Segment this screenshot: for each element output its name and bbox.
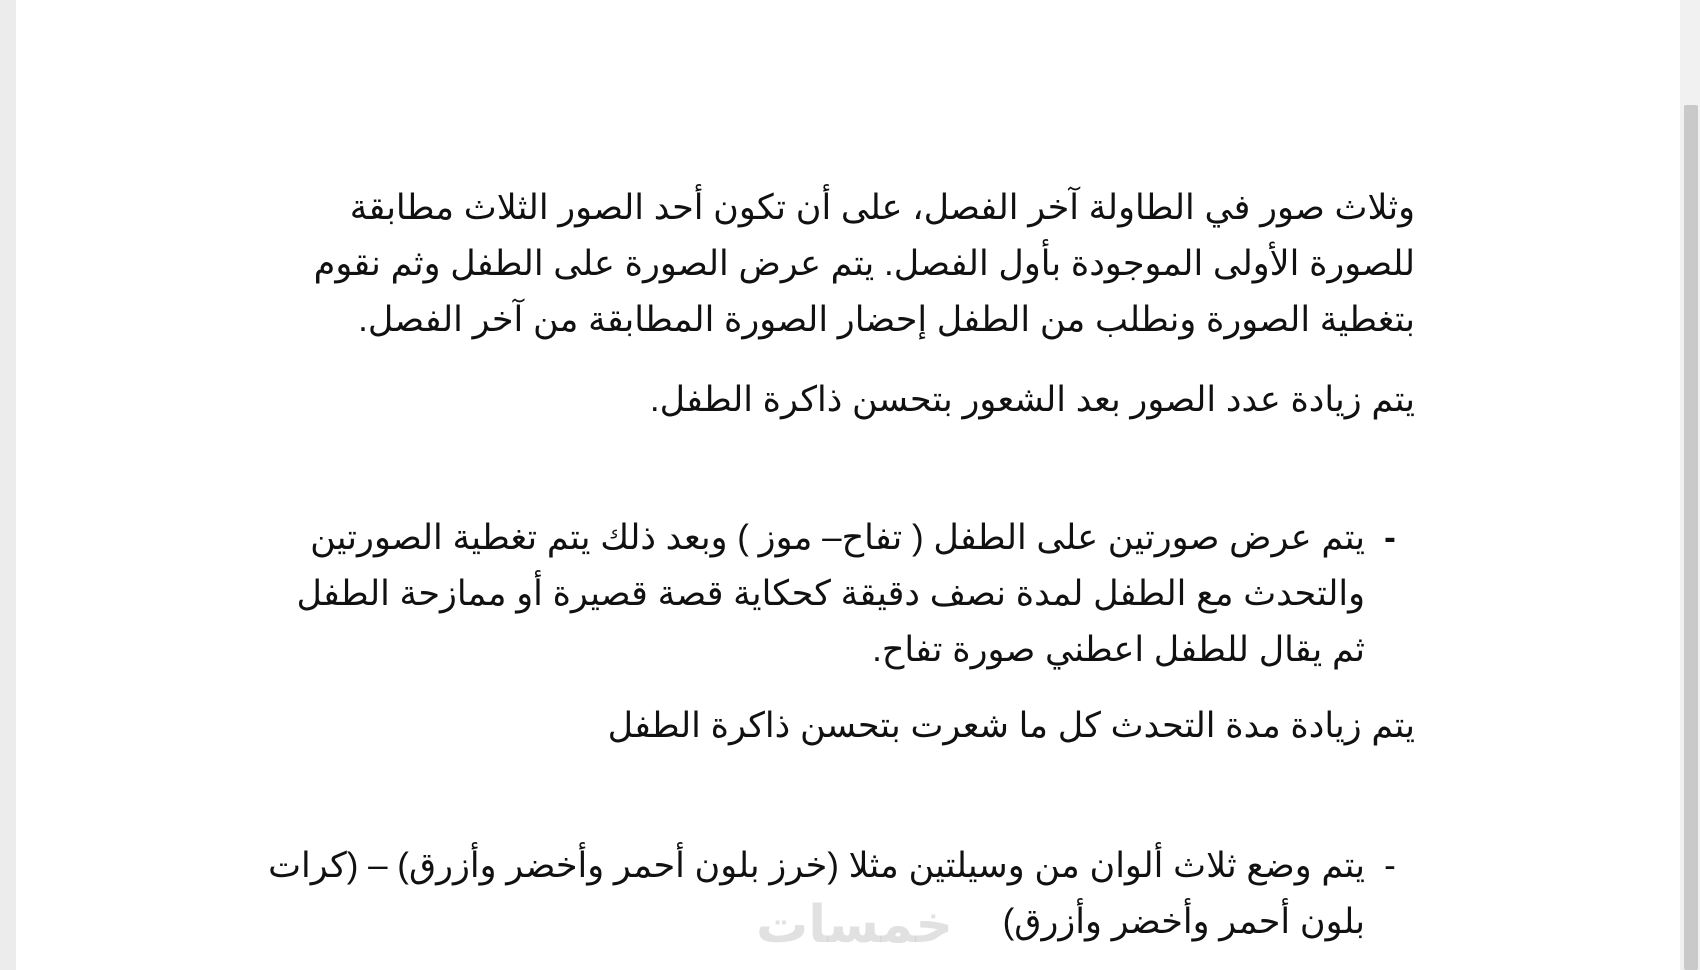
watermark-logo: خمسات: [756, 896, 954, 954]
document-page: [16, 0, 1680, 970]
bullet-dash: -: [1384, 518, 1396, 557]
vertical-scrollbar[interactable]: [1680, 0, 1700, 970]
paragraph-image-matching: وثلاث صور في الطاولة آخر الفصل، على أن تكون أحد الصور الثلاث مطابقة للصورة الأولى الموجودة بأول الفصل. يتم عرض الصورة على الطفل وثم نقوم بتغطية الصورة ونطلب من الطفل إحضار الصورة المطابقة من آخر الفصل.: [313, 188, 1415, 339]
scrollbar-thumb[interactable]: [1684, 105, 1698, 970]
document-body: [235, 180, 1415, 950]
paragraph-increase-images: يتم زيادة عدد الصور بعد الشعور بتحسن ذاكرة الطفل.: [649, 380, 1415, 419]
list-item-text: يتم وضع ثلاث ألوان من وسيلتين مثلا (خرز بلون أحمر وأخضر وأزرق) – (كرات بلون أحمر وأخضر وأزرق): [268, 846, 1365, 941]
list-item-text: يتم عرض صورتين على الطفل ( تفاح– موز ) وبعد ذلك يتم تغطية الصورتين والتحدث مع الطفل لمدة نصف دقيقة كحكاية قصة قصيرة أو ممازحة الطفل ثم يقال للطفل اعطني صورة تفاح.: [296, 518, 1365, 669]
paragraph-increase-talk-time: يتم زيادة مدة التحدث كل ما شعرت بتحسن ذاكرة الطفل: [607, 706, 1415, 745]
bullet-dash: -: [1384, 846, 1396, 885]
list-item-two-images: [235, 510, 1415, 678]
